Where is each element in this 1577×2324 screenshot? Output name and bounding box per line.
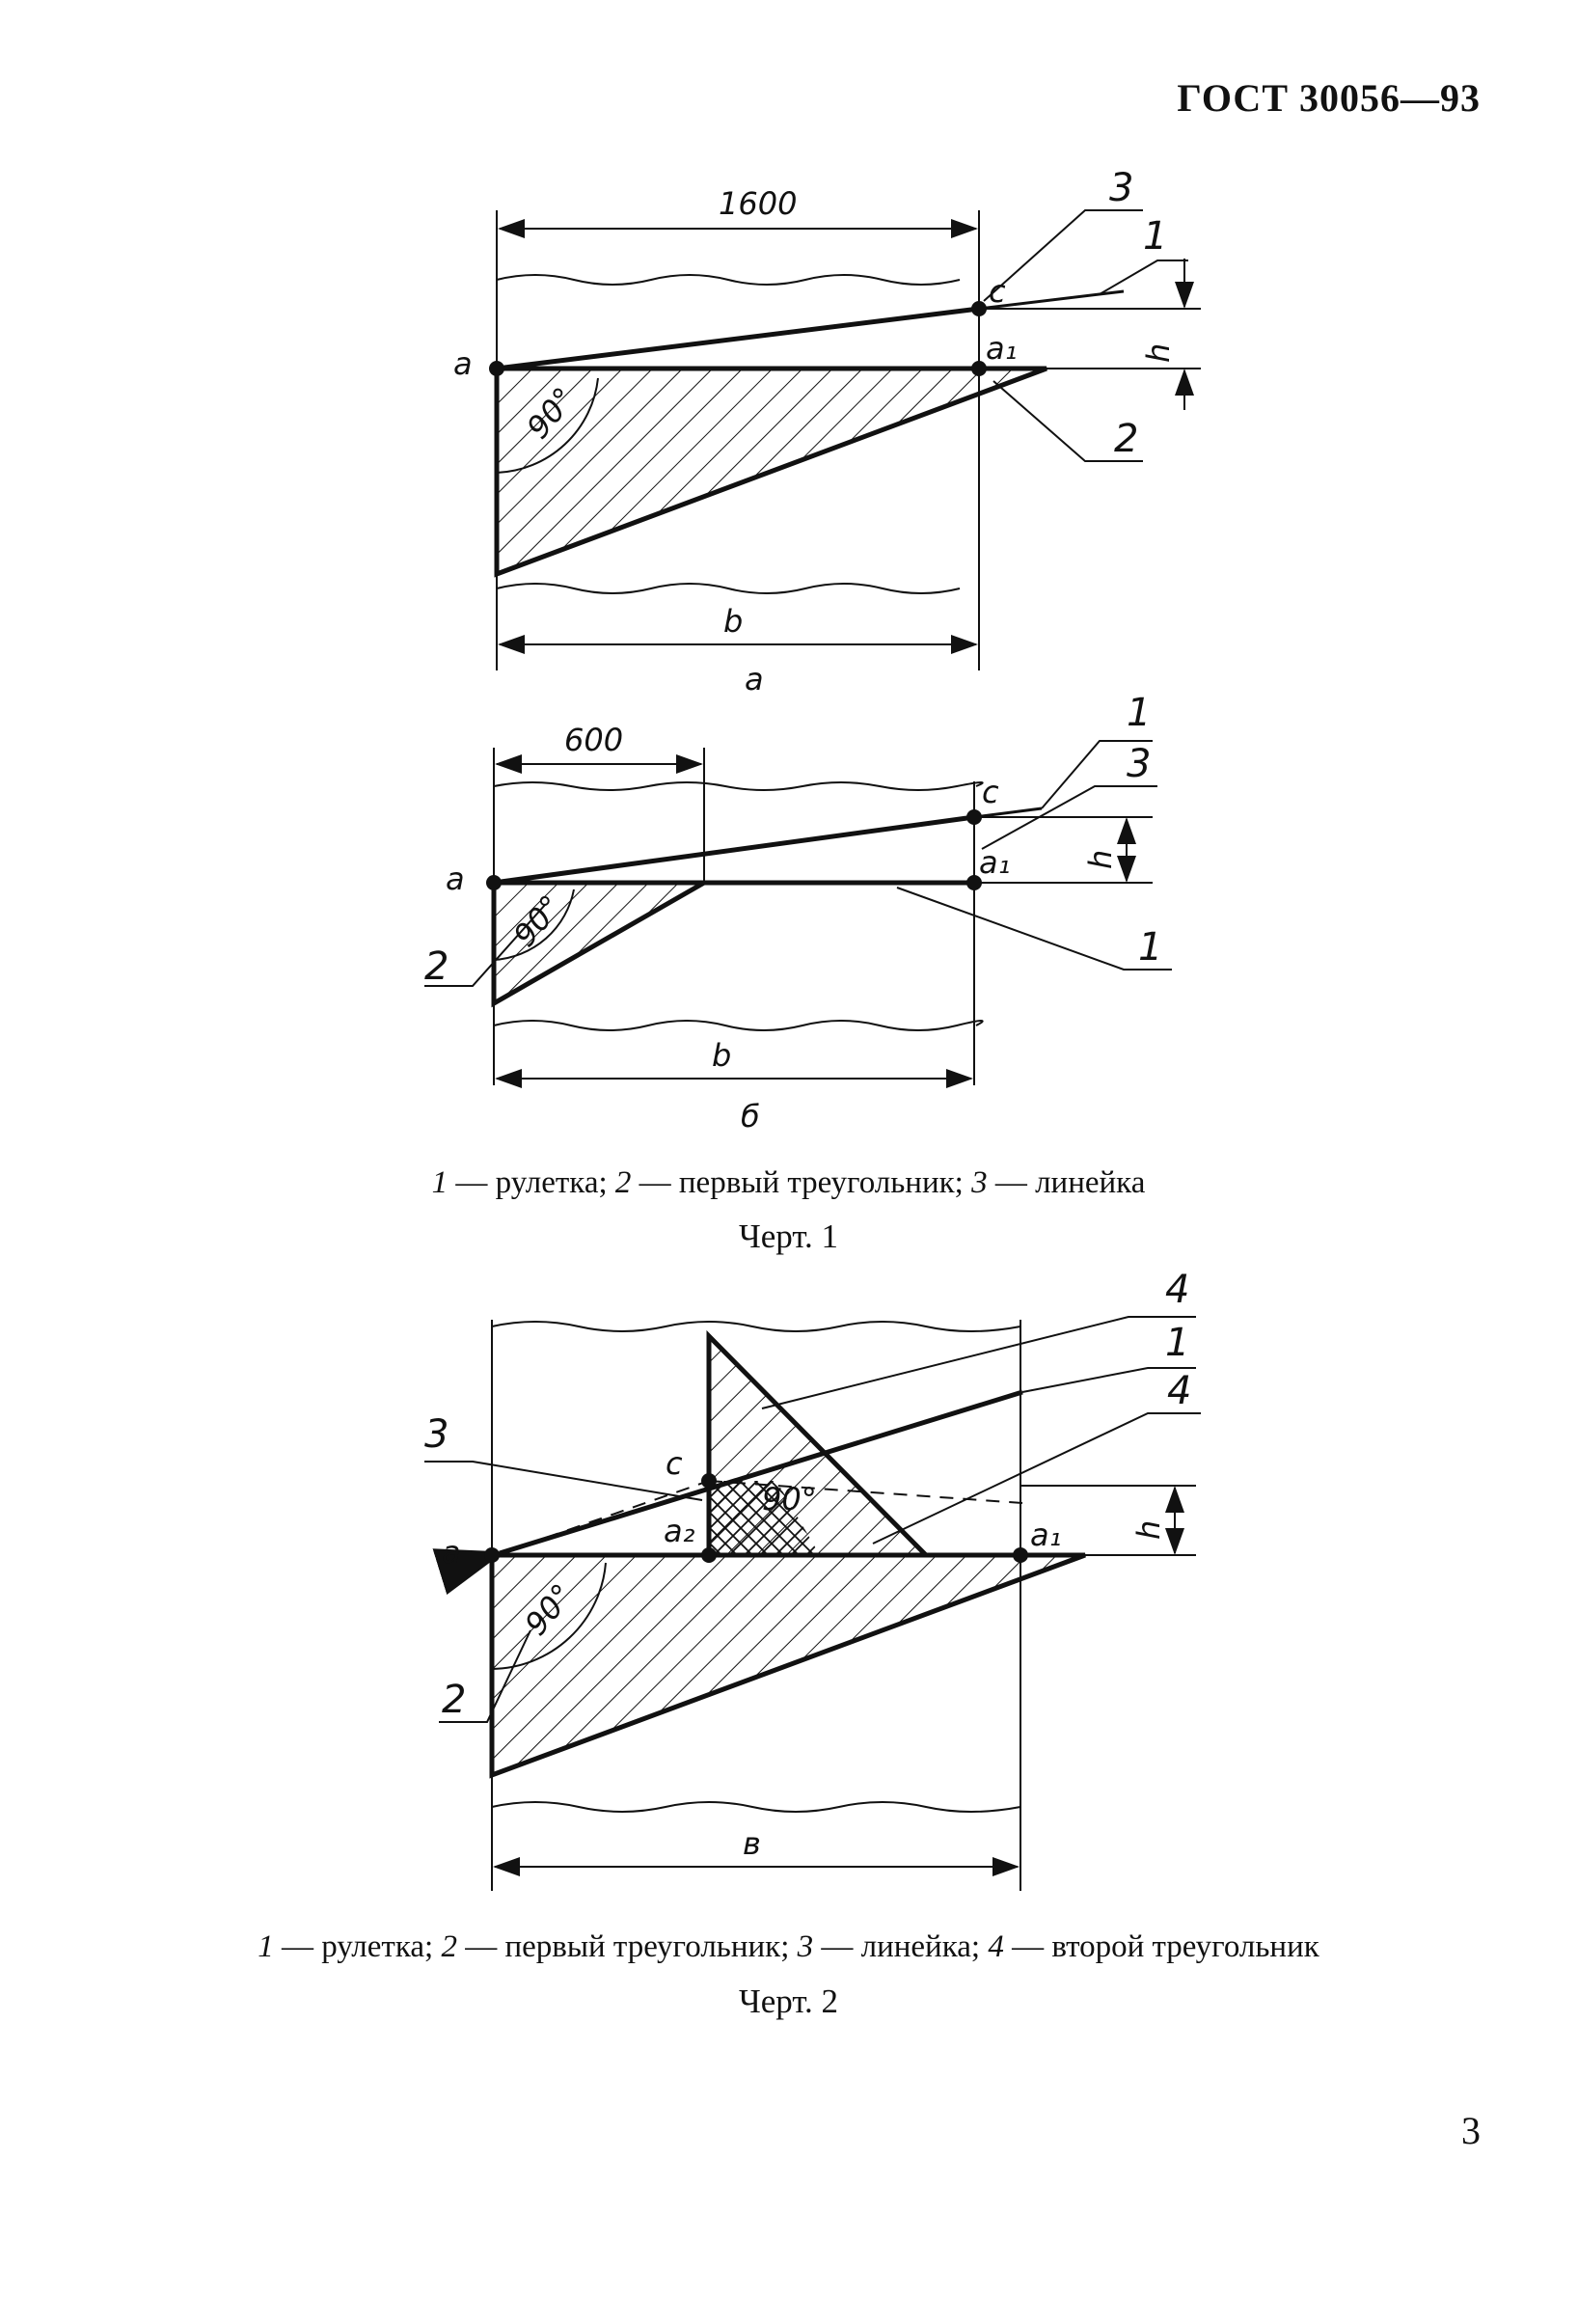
point-a1: a₁ — [986, 330, 1018, 367]
figure-1-legend: 1 — рулетка; 2 — первый треугольник; 3 — линейка — [431, 1165, 1146, 1200]
point-c: c — [666, 1445, 683, 1482]
dimension-b: b — [723, 603, 744, 640]
angle-90: 90° — [505, 888, 570, 954]
point-a: a — [442, 1534, 461, 1571]
callout-1b: 1 — [1138, 925, 1163, 970]
callout-4: 4 — [1165, 1268, 1190, 1312]
callout-2: 2 — [442, 1678, 467, 1722]
angle-90: 90° — [519, 380, 584, 447]
callout-4b: 4 — [1167, 1369, 1192, 1413]
figure-2-legend: 1 — рулетка; 2 — первый треугольник; 3 — линейка; 4 — второй треугольник — [258, 1929, 1319, 1964]
angle-90-small: 90° — [762, 1481, 817, 1517]
point-c: c — [982, 774, 999, 810]
angle-90: 90° — [517, 1576, 582, 1643]
figure-1-title: Черт. 1 — [739, 1217, 838, 1255]
callout-3: 3 — [1127, 742, 1152, 786]
page-number: 3 — [1461, 2109, 1481, 2152]
point-a: a — [446, 861, 465, 897]
figure-2-title: Черт. 2 — [739, 1982, 838, 2020]
callout-1: 1 — [1165, 1321, 1190, 1365]
dimension-600: 600 — [564, 722, 624, 758]
label-h: h — [1140, 342, 1177, 363]
point-a1: a₁ — [979, 844, 1011, 881]
callout-1: 1 — [1143, 214, 1168, 259]
dimension-b: b — [712, 1037, 732, 1074]
callout-1: 1 — [1127, 691, 1152, 735]
dimension-v: в — [743, 1825, 761, 1862]
callout-2: 2 — [1114, 417, 1139, 461]
point-a: a — [453, 345, 473, 382]
point-a2: a₂ — [664, 1513, 695, 1549]
point-c: c — [989, 273, 1006, 310]
callout-3: 3 — [424, 1412, 449, 1457]
label-h: h — [1130, 1519, 1167, 1540]
callout-3: 3 — [1109, 166, 1134, 210]
figure-1b — [424, 691, 1172, 1135]
document-header: ГОСТ 30056—93 — [1177, 76, 1481, 120]
callout-2: 2 — [424, 944, 449, 989]
figure-1a — [453, 166, 1201, 697]
sub-figure-b: б — [741, 1098, 760, 1135]
dimension-1600: 1600 — [719, 185, 798, 222]
sub-figure-a: а — [745, 661, 764, 697]
point-a1: a₁ — [1030, 1517, 1062, 1553]
label-h: h — [1082, 849, 1119, 869]
figure-2 — [424, 1268, 1201, 1891]
